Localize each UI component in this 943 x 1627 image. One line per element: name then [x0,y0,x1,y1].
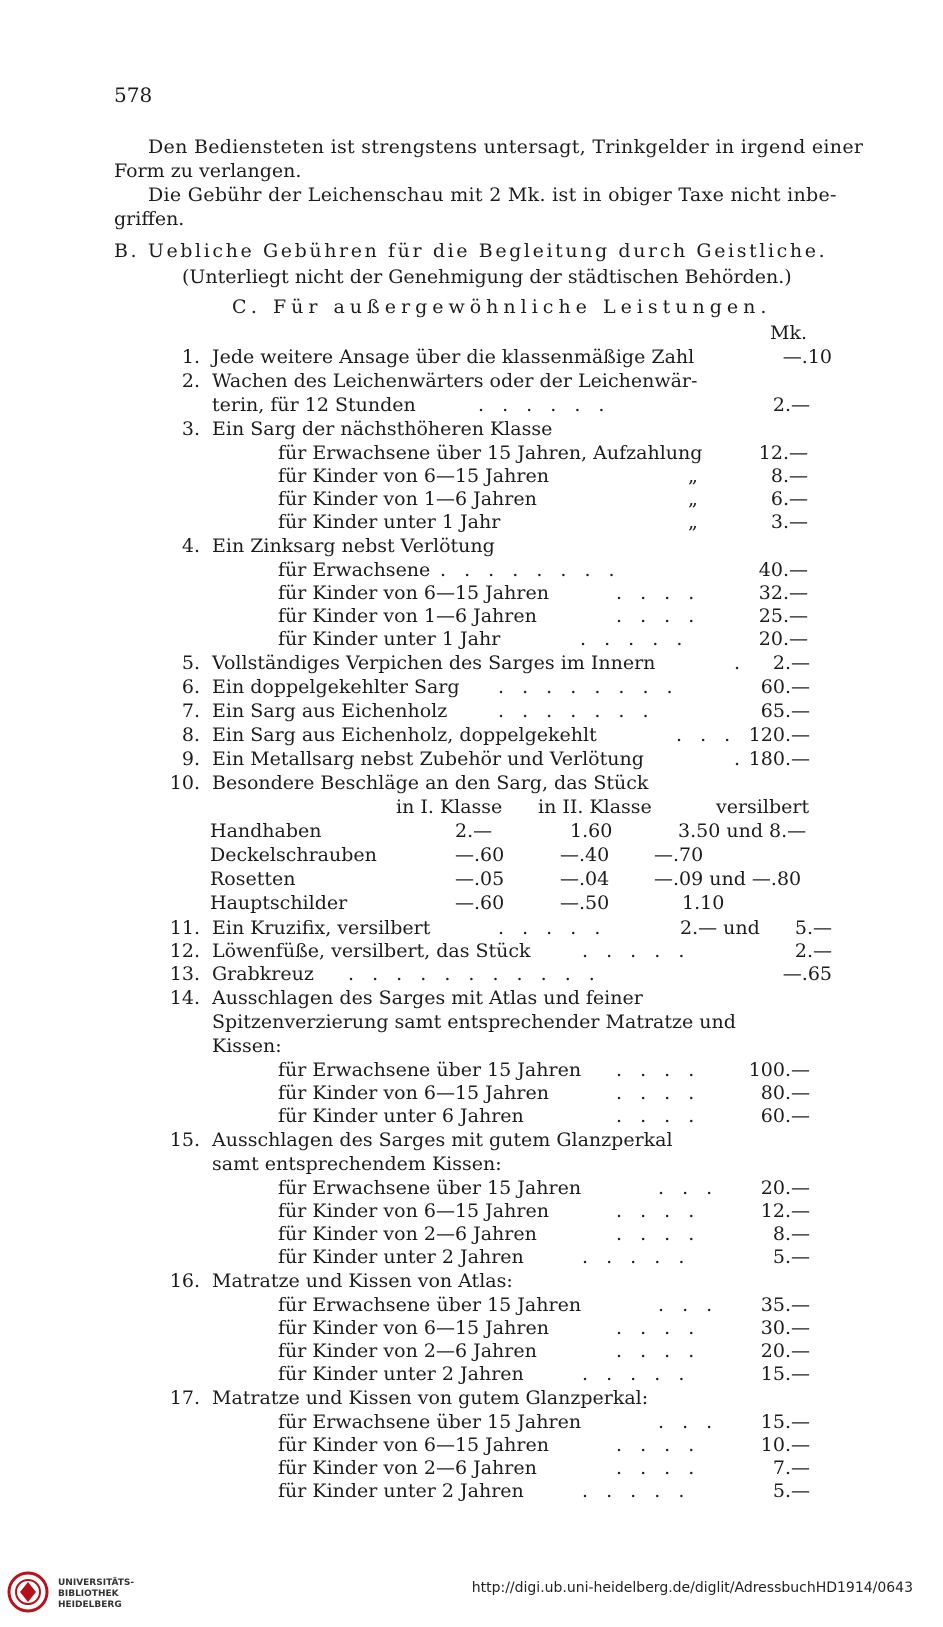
item-text: Ein Sarg der nächsthöheren Klasse [212,418,553,440]
sub-item-text: für Kinder unter 1 Jahr [278,628,501,650]
fittings-header-class2: in II. Klasse [538,796,652,818]
leader-dots: . . . . [616,1317,701,1339]
leader-dots: . . . [658,1177,719,1199]
item-price: 8.— [770,465,808,487]
fittings-cell: —.60 [455,844,505,866]
item-text: Ein Zinksarg nebst Verlötung [212,535,495,557]
fittings-cell: —.60 [455,892,505,914]
fittings-cell: 1.10 [682,892,725,914]
intro-line: Form zu verlangen. [114,160,302,182]
leader-dots: . . . . . [580,628,689,650]
leader-dots: . . . . . [582,1363,691,1385]
sub-item-text: für Erwachsene über 15 Jahren [278,1059,582,1081]
fittings-row-label: Deckelschrauben [210,844,377,866]
item-text: Matratze und Kissen von Atlas: [212,1270,513,1292]
currency-header: Mk. [770,322,808,344]
item-text: Ein Sarg aus Eichenholz, doppelgekehlt [212,724,597,746]
leader-dots: . . . . [616,1340,701,1362]
item-text: Ein Sarg aus Eichenholz [212,700,448,722]
intro-line: Die Gebühr der Leichenschau mit 2 Mk. ist in obiger Taxe nicht inbe- [148,184,837,206]
item-number: 17. [169,1387,200,1409]
leader-dots: . . . . . . [478,394,611,416]
logo-line: HEIDELBERG [58,1600,122,1610]
item-number: 8. [181,724,200,746]
item-price: 2.— [772,652,810,674]
leader-dots: . [734,652,747,674]
leader-dots: . . . [658,1411,719,1433]
section-b-title: B. Uebliche Gebühren für die Begleitung durch Geistliche. [114,240,828,262]
sub-item-text: für Kinder von 6—15 Jahren [278,1082,549,1104]
leader-dots: . . . . . [582,1246,691,1268]
item-price: 20.— [758,628,808,650]
sub-item-text: für Kinder von 1—6 Jahren [278,605,537,627]
fittings-row-label: Hauptschilder [210,892,348,914]
sub-item-text: für Kinder von 2—6 Jahren [278,1340,537,1362]
fittings-cell: 3.50 und 8.— [678,820,807,842]
item-price: 180.— [748,748,810,770]
item-text: Ausschlagen des Sarges mit gutem Glanzperkal [212,1129,673,1151]
source-url-link[interactable]: http://digi.ub.uni-heidelberg.de/diglit/AdressbuchHD1914/0643 [471,1580,913,1596]
item-text: Wachen des Leichenwärters oder der Leichenwär- [212,370,698,392]
ditto-mark: „ [688,488,698,510]
item-price: 32.— [758,582,808,604]
item-number: 12. [169,940,200,962]
sub-item-text: für Kinder unter 2 Jahren [278,1246,524,1268]
fittings-cell: 1.60 [570,820,613,842]
library-logo[interactable] [6,1568,156,1620]
item-price: 5.— [772,1480,810,1502]
leader-dots: . . . . . [582,940,691,962]
sub-item-text: für Kinder unter 2 Jahren [278,1363,524,1385]
sub-item-text: für Erwachsene über 15 Jahren [278,1411,582,1433]
item-price: 120.— [748,724,810,746]
item-price-alt: 2.— und [680,917,760,939]
item-number: 5. [181,652,200,674]
item-price: 65.— [760,700,810,722]
item-price: 10.— [760,1434,810,1456]
item-number: 2. [181,370,200,392]
item-number: 7. [181,700,200,722]
item-price: 8.— [772,1223,810,1245]
item-price: 40.— [758,559,808,581]
item-price: 6.— [770,488,808,510]
item-price: 25.— [758,605,808,627]
sub-item-text: für Kinder von 6—15 Jahren [278,582,549,604]
item-number: 14. [169,987,200,1009]
leader-dots: . . . . [616,1082,701,1104]
item-price: 30.— [760,1317,810,1339]
item-price: 2.— [772,394,810,416]
sub-item-text: für Erwachsene über 15 Jahren [278,1294,582,1316]
sub-item-text: für Kinder von 6—15 Jahren [278,1317,549,1339]
sub-item-text: für Erwachsene über 15 Jahren [278,1177,582,1199]
item-text: Besondere Beschläge an den Sarg, das Stück [212,772,649,794]
item-price: 60.— [760,1105,810,1127]
leader-dots: . . . . [616,1059,701,1081]
fittings-cell: —.04 [560,868,610,890]
item-text: Ein Metallsarg nebst Zubehör und Verlötung [212,748,644,770]
item-text: samt entsprechendem Kissen: [212,1153,502,1175]
item-price: 15.— [760,1363,810,1385]
fittings-cell: —.50 [560,892,610,914]
item-number: 13. [169,963,200,985]
fittings-cell: —.09 und —.80 [654,868,802,890]
item-price: 80.— [760,1082,810,1104]
item-number: 15. [169,1129,200,1151]
fittings-row-label: Handhaben [210,820,322,842]
sub-item-text: für Kinder von 6—15 Jahren [278,1200,549,1222]
fittings-header-class1: in I. Klasse [396,796,503,818]
item-text: Grabkreuz [212,963,314,985]
leader-dots: . . . . . . . . . . . [348,963,601,985]
intro-line: griffen. [114,208,185,230]
item-number: 1. [181,346,200,368]
sub-item-text: für Kinder von 2—6 Jahren [278,1223,537,1245]
leader-dots: . . . [676,724,737,746]
sub-item-text: für Kinder unter 1 Jahr [278,511,501,533]
sub-item-text: für Kinder von 6—15 Jahren [278,465,549,487]
ditto-mark: „ [688,511,698,533]
item-text: Ein Kruzifix, versilbert [212,917,431,939]
item-number: 9. [181,748,200,770]
item-price: —.65 [782,963,832,985]
leader-dots: . . . . . . . . [440,559,621,581]
item-number: 10. [169,772,200,794]
item-price: 5.— [794,917,832,939]
section-c-title: C. Für außergewöhnliche Leistungen. [232,296,772,318]
ditto-mark: „ [688,465,698,487]
leader-dots: . . . . [616,1223,701,1245]
item-number: 11. [169,917,200,939]
item-number: 16. [169,1270,200,1292]
item-price: 2.— [794,940,832,962]
fittings-header-silver: versilbert [716,796,810,818]
leader-dots: . . . . . . . . [498,676,679,698]
item-text: Ein doppelgekehlter Sarg [212,676,460,698]
item-price: 7.— [772,1457,810,1479]
item-text: Kissen: [212,1035,282,1057]
sub-item-text: für Kinder unter 2 Jahren [278,1480,524,1502]
item-price: 12.— [758,442,808,464]
item-text: Ausschlagen des Sarges mit Atlas und feiner [212,987,643,1009]
fittings-row-label: Rosetten [210,868,296,890]
leader-dots: . . . . [616,1457,701,1479]
item-price: 20.— [760,1340,810,1362]
item-number: 3. [181,418,200,440]
sub-item-text: für Kinder von 2—6 Jahren [278,1457,537,1479]
fittings-cell: 2.— [455,820,493,842]
item-price: 60.— [760,676,810,698]
fittings-cell: —.40 [560,844,610,866]
page-number: 578 [114,83,153,107]
leader-dots: . . . . [616,1105,701,1127]
fittings-cell: —.05 [455,868,505,890]
intro-line: Den Bediensteten ist strengstens untersagt, Trinkgelder in irgend einer [148,136,864,158]
item-text: Matratze und Kissen von gutem Glanzperkal: [212,1387,649,1409]
item-number: 6. [181,676,200,698]
leader-dots: . . . [658,1294,719,1316]
item-text: Spitzenverzierung samt entsprechender Matratze und [212,1011,736,1033]
item-price: 15.— [760,1411,810,1433]
leader-dots: . . . . . . . [498,700,655,722]
fittings-cell: —.70 [654,844,704,866]
leader-dots: . . . . [616,1200,701,1222]
leader-dots: . [734,748,747,770]
section-b-note: (Unterliegt nicht der Genehmigung der städtischen Behörden.) [182,266,792,288]
item-text: terin, für 12 Stunden [212,394,416,416]
item-price: 20.— [760,1177,810,1199]
logo-line: UNIVERSITÄTS- [58,1578,135,1588]
leader-dots: . . . . . [498,917,607,939]
logo-line: BIBLIOTHEK [58,1589,119,1599]
sub-item-text: für Erwachsene über 15 Jahren, Aufzahlung [278,442,703,464]
item-text: Vollständiges Verpichen des Sarges im Innern [212,652,656,674]
item-price: 5.— [772,1246,810,1268]
sub-item-text: für Kinder von 1—6 Jahren [278,488,537,510]
item-price: 3.— [770,511,808,533]
item-text: Löwenfüße, versilbert, das Stück [212,940,531,962]
item-price: 12.— [760,1200,810,1222]
item-price: 100.— [748,1059,810,1081]
leader-dots: . . . . . [582,1480,691,1502]
sub-item-text: für Kinder von 6—15 Jahren [278,1434,549,1456]
item-price: —.10 [782,346,832,368]
item-text: Jede weitere Ansage über die klassenmäßige Zahl [212,346,695,368]
leader-dots: . . . . [616,605,701,627]
leader-dots: . . . . [616,582,701,604]
sub-item-text: für Erwachsene [278,559,431,581]
item-price: 35.— [760,1294,810,1316]
seal-icon [6,1568,50,1616]
leader-dots: . . . . [616,1434,701,1456]
sub-item-text: für Kinder unter 6 Jahren [278,1105,524,1127]
item-number: 4. [181,535,200,557]
library-name [58,1578,134,1611]
